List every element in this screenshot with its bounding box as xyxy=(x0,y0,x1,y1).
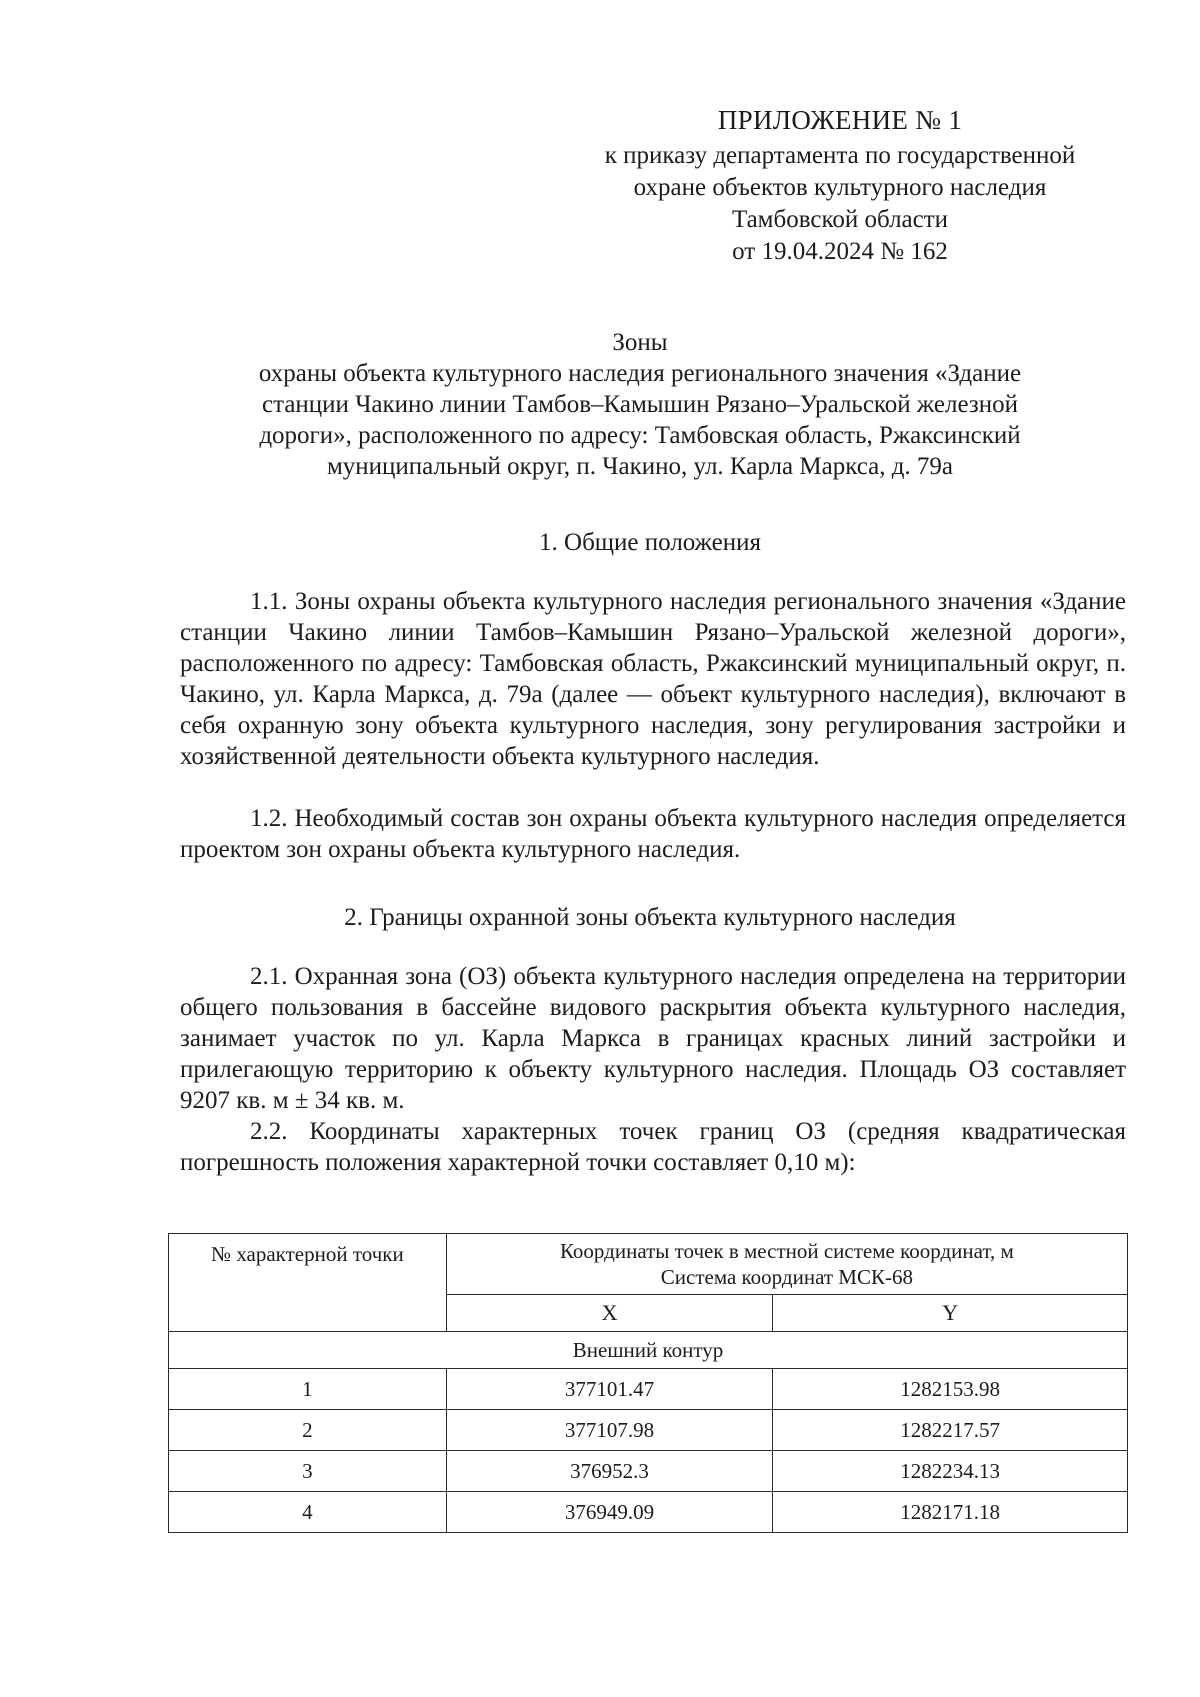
table-row xyxy=(169,1492,1128,1533)
paragraph-2-2: 2.2. Координаты характерных точек границ ОЗ (средняя квадратическая погрешность положения характерной точки составляет 0,10 м): xyxy=(180,1118,1126,1176)
cell-point: 4 xyxy=(169,1492,447,1533)
table-row xyxy=(169,1410,1128,1451)
appendix-header xyxy=(560,100,1120,268)
cell-point: 2 xyxy=(169,1410,447,1451)
document-title-line: муниципальный округ, п. Чакино, ул. Карла Маркса, д. 79а xyxy=(326,453,954,480)
paragraph-2-1: 2.1. Охранная зона (ОЗ) объекта культурного наследия определена на территории общего пользования в бассейне видового раскрытия объекта культурного наследия, занимает участок по ул. Карла Маркса в границах красных линий застройки и прилегающую территорию к объекту культурного наследия. Площадь ОЗ составляет 9207 кв. м ± 34 кв. м. xyxy=(180,963,1126,1114)
section-1-heading: 1. Общие положения xyxy=(539,529,761,556)
paragraph-1-2: 1.2. Необходимый состав зон охраны объекта культурного наследия определяется проектом зон охраны объекта культурного наследия. xyxy=(180,805,1126,863)
header-coordinates-line: Координаты точек в местной системе координат, м xyxy=(559,1239,1014,1263)
cell-x: 377107.98 xyxy=(446,1410,773,1451)
cell-y: 1282153.98 xyxy=(773,1369,1128,1410)
document-title-line: дороги», расположенного по адресу: Тамбовская область, Ржаксинский xyxy=(259,422,1021,449)
section-2-heading: 2. Границы охранной зоны объекта культурного наследия xyxy=(344,904,956,931)
table-row xyxy=(169,1369,1128,1410)
coordinates-table xyxy=(168,1233,1128,1533)
document-title-line: охраны объекта культурного наследия регионального значения «Здание xyxy=(258,360,1022,387)
document-title xyxy=(160,327,1120,482)
appendix-title: ПРИЛОЖЕНИЕ № 1 xyxy=(717,105,963,135)
table-row xyxy=(169,1451,1128,1492)
cell-x: 376949.09 xyxy=(446,1492,773,1533)
appendix-line: Тамбовской области xyxy=(731,206,949,233)
contour-label: Внешний контур xyxy=(169,1332,1128,1369)
header-coordinate-system: Система координат МСК-68 xyxy=(660,1265,913,1289)
header-y: Y xyxy=(773,1295,1128,1332)
appendix-line: к приказу департамента по государственной xyxy=(604,142,1076,169)
cell-point: 1 xyxy=(169,1369,447,1410)
cell-x: 377101.47 xyxy=(446,1369,773,1410)
appendix-date-number: от 19.04.2024 № 162 xyxy=(732,238,948,265)
header-x: X xyxy=(446,1295,773,1332)
cell-y: 1282234.13 xyxy=(773,1451,1128,1492)
cell-x: 376952.3 xyxy=(446,1451,773,1492)
appendix-line: охране объектов культурного наследия xyxy=(633,174,1047,201)
cell-point: 3 xyxy=(169,1451,447,1492)
cell-y: 1282217.57 xyxy=(773,1410,1128,1451)
header-point-number: № характерной точки xyxy=(169,1234,447,1332)
header-coordinates xyxy=(446,1234,1127,1295)
cell-y: 1282171.18 xyxy=(773,1492,1128,1533)
paragraph-1-1: 1.1. Зоны охраны объекта культурного наследия регионального значения «Здание станции Чакино линии Тамбов–Камышин Рязано–Уральской железной дороги», расположенного по адресу: Тамбовская область, Ржаксинский муниципальный округ, п. Чакино, ул. Карла Маркса, д. 79а (далее — объект культурного наследия), включают в себя охранную зону объекта культурного наследия, зону регулирования застройки и хозяйственной деятельности объекта культурного наследия. xyxy=(180,588,1126,770)
document-title-line: Зоны xyxy=(612,329,668,356)
document-title-line: станции Чакино линии Тамбов–Камышин Рязано–Уральской железной xyxy=(262,391,1018,418)
